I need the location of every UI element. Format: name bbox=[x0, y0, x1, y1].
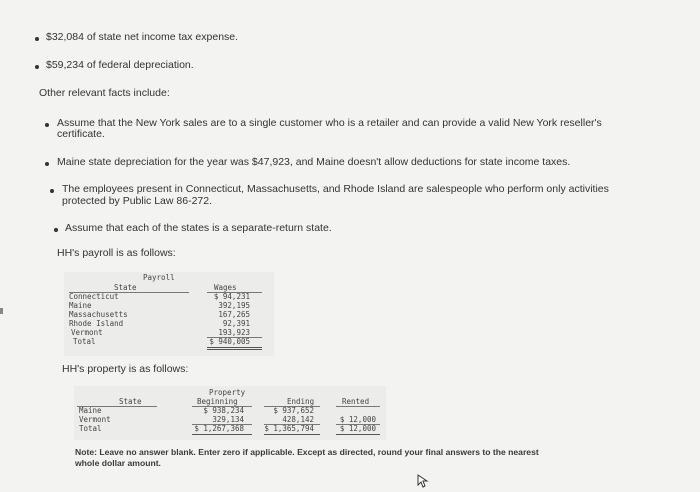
bullet-dot bbox=[35, 65, 39, 69]
instruction-note-line2: whole dollar amount. bbox=[75, 458, 161, 468]
left-edge-marker bbox=[0, 308, 3, 314]
bullet-dot bbox=[45, 162, 49, 166]
fact-1-line2: certificate. bbox=[57, 128, 105, 140]
property-double-rule bbox=[336, 434, 380, 435]
fact-1-line1: Assume that the New York sales are to a single customer who is a retailer and can provide a valid New York reseller's bbox=[57, 117, 602, 129]
payroll-title: Payroll bbox=[143, 273, 175, 282]
fact-3-line2: protected by Public Law 86-272. bbox=[62, 195, 213, 207]
fact-2-line1: Maine state depreciation for the year was $47,923, and Maine doesn't allow deductions for state income taxes. bbox=[57, 156, 571, 168]
payroll-state-cell: Rhode Island bbox=[69, 319, 124, 328]
payroll-state-cell: Vermont bbox=[71, 328, 103, 337]
bullet-dot bbox=[54, 228, 58, 232]
property-col-ending: Ending bbox=[287, 397, 315, 406]
facts-heading: Other relevant facts include: bbox=[39, 87, 170, 99]
mouse-cursor-icon bbox=[417, 474, 429, 488]
property-ending-cell: $ 1,365,794 bbox=[264, 424, 314, 433]
payroll-intro: HH's payroll is as follows: bbox=[57, 247, 176, 259]
payroll-wages-cell: 193,923 bbox=[218, 328, 250, 337]
property-state-cell: Vermont bbox=[79, 415, 111, 424]
payroll-table bbox=[64, 272, 274, 356]
property-beginning-cell: $ 1,267,368 bbox=[194, 424, 244, 433]
property-col-rented: Rented bbox=[342, 397, 370, 406]
fact-3-line1: The employees present in Connecticut, Massachusetts, and Rhode Island are salespeople who perform only activities bbox=[62, 183, 609, 195]
bullet-dot bbox=[35, 37, 39, 41]
property-intro: HH's property is as follows: bbox=[62, 363, 189, 375]
property-col-state: State bbox=[119, 397, 142, 406]
payroll-state-cell: Maine bbox=[69, 301, 92, 310]
fact-4-line1: Assume that each of the states is a separate-return state. bbox=[65, 222, 332, 234]
property-beginning-cell: $ 938,234 bbox=[203, 406, 244, 415]
payroll-wages-cell: $ 94,231 bbox=[213, 292, 250, 301]
payroll-state-cell: Connecticut bbox=[69, 292, 119, 301]
property-state-cell: Total bbox=[79, 424, 102, 433]
payroll-wages-cell: $ 940,005 bbox=[209, 337, 250, 346]
property-double-rule bbox=[264, 434, 320, 435]
payroll-state-cell: Massachusetts bbox=[69, 310, 128, 319]
property-rented-cell: $ 12,000 bbox=[339, 415, 376, 424]
bullet-dot bbox=[50, 189, 54, 193]
property-rented-cell: $ 12,000 bbox=[339, 424, 376, 433]
payroll-state-cell: Total bbox=[73, 337, 96, 346]
payroll-wages-cell: 167,265 bbox=[218, 310, 250, 319]
property-ending-cell: $ 937,652 bbox=[273, 406, 314, 415]
payroll-wages-cell: 392,195 bbox=[218, 301, 250, 310]
payroll-col-state: State bbox=[114, 283, 137, 292]
property-col-beginning: Beginning bbox=[197, 397, 238, 406]
property-title: Property bbox=[209, 388, 246, 397]
payroll-wages-cell: 92,391 bbox=[222, 319, 250, 328]
property-table bbox=[74, 386, 386, 440]
bullet-state-tax: $32,084 of state net income tax expense. bbox=[46, 31, 239, 43]
bullet-federal-depreciation: $59,234 of federal depreciation. bbox=[46, 59, 194, 71]
property-double-rule bbox=[192, 434, 252, 435]
property-header-rule bbox=[336, 406, 380, 407]
property-state-cell: Maine bbox=[79, 406, 102, 415]
property-ending-cell: 428,142 bbox=[282, 415, 314, 424]
property-beginning-cell: 329,134 bbox=[212, 415, 244, 424]
payroll-double-rule bbox=[207, 347, 262, 348]
payroll-col-wages: Wages bbox=[214, 283, 237, 292]
payroll-double-rule bbox=[207, 349, 262, 350]
bullet-dot bbox=[45, 123, 49, 127]
instruction-note-line1: Note: Leave no answer blank. Enter zero if applicable. Except as directed, round your final answers to the nearest bbox=[75, 447, 539, 457]
